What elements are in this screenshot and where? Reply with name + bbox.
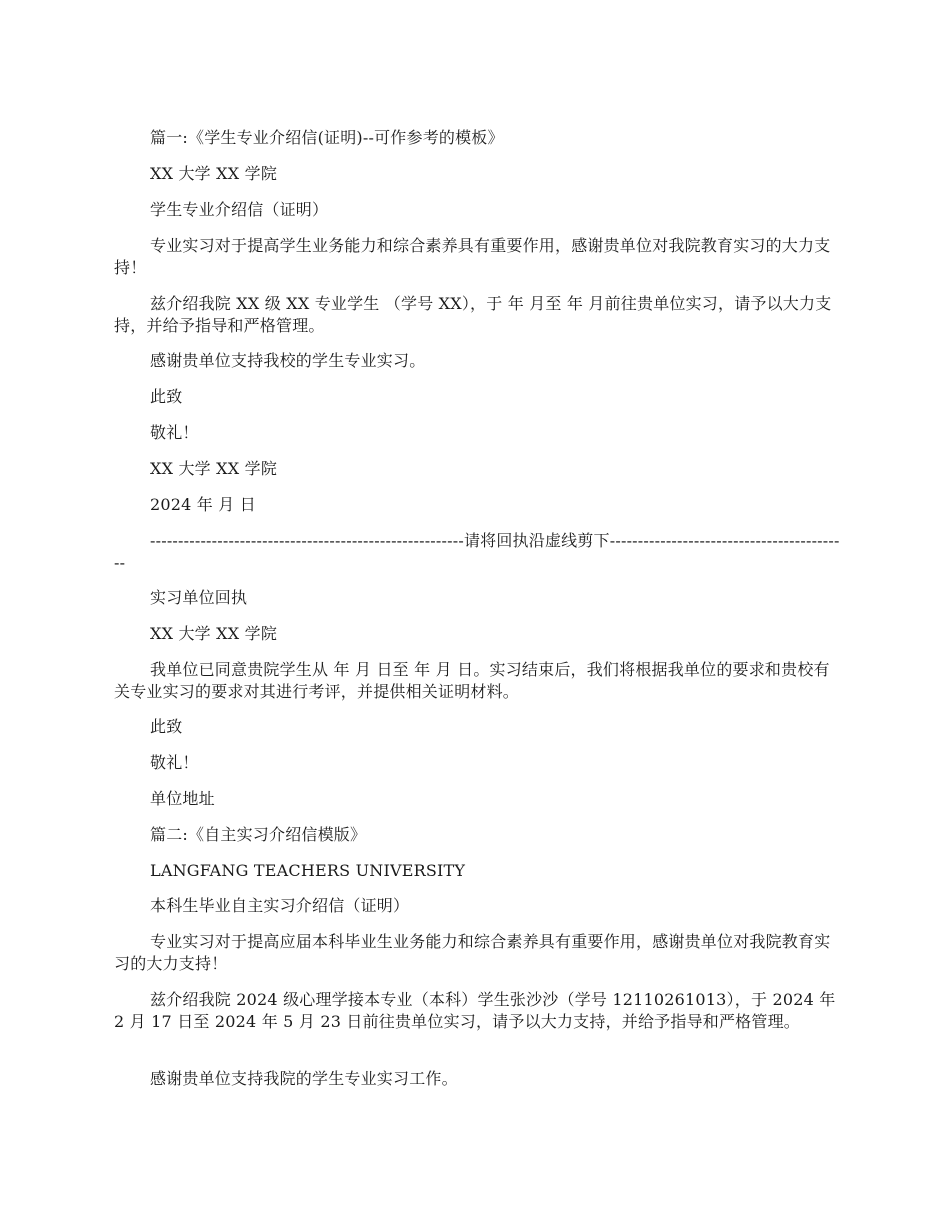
receipt-salutation-cizhi: 此致 (150, 717, 183, 736)
paragraph-intro-two: 专业实习对于提高应届本科毕业生业务能力和综合素养具有重要作用，感谢贵单位对我院教育实习的大力支持！ (114, 932, 831, 973)
paragraph-thanks-two: 感谢贵单位支持我院的学生专业实习工作。 (150, 1069, 458, 1088)
receipt-salutation-jingli: 敬礼！ (150, 753, 199, 772)
signature-date: 2024 年 月 日 (150, 495, 256, 514)
paragraph-student-details: 兹介绍我院 2024 级心理学接本专业（本科）学生张沙沙（学号 12110261013），于 2024 年 2 月 17 日至 2024 年 5 月 23 日前往贵单位实习，请予以大力支持，并给予指导和严格管理。 (114, 990, 836, 1031)
university-name-english: LANGFANG TEACHERS UNIVERSITY (150, 861, 466, 880)
receipt-address: 单位地址 (150, 789, 215, 808)
institution-name: XX 大学 XX 学院 (150, 164, 278, 183)
paragraph-intro: 专业实习对于提高学生业务能力和综合素养具有重要作用，感谢贵单位对我院教育实习的大力支持！ (114, 236, 831, 277)
letter-title-two: 本科生毕业自主实习介绍信（证明） (150, 896, 410, 915)
paragraph-thanks: 感谢贵单位支持我校的学生专业实习。 (150, 351, 426, 370)
heading-part-one: 篇一:《学生专业介绍信(证明)--可作参考的模板》 (150, 128, 504, 147)
receipt-institution: XX 大学 XX 学院 (150, 624, 278, 643)
letter-title: 学生专业介绍信（证明） (150, 200, 329, 219)
receipt-title: 实习单位回执 (150, 588, 248, 607)
cut-line: --------------------------------------------------------请将回执沿虚线剪下------------------------------------------- (114, 531, 840, 572)
salutation-jingli: 敬礼！ (150, 423, 199, 442)
paragraph-introduction-student: 兹介绍我院 XX 级 XX 专业学生 （学号 XX），于 年 月至 年 月前往贵单位实习，请予以大力支持，并给予指导和严格管理。 (114, 294, 832, 335)
heading-part-two: 篇二:《自主实习介绍信模版》 (150, 825, 367, 844)
signature-institution: XX 大学 XX 学院 (150, 459, 278, 478)
receipt-body: 我单位已同意贵院学生从 年 月 日至 年 月 日。实习结束后，我们将根据我单位的要求和贵校有关专业实习的要求对其进行考评，并提供相关证明材料。 (114, 660, 830, 701)
salutation-cizhi: 此致 (150, 387, 183, 406)
